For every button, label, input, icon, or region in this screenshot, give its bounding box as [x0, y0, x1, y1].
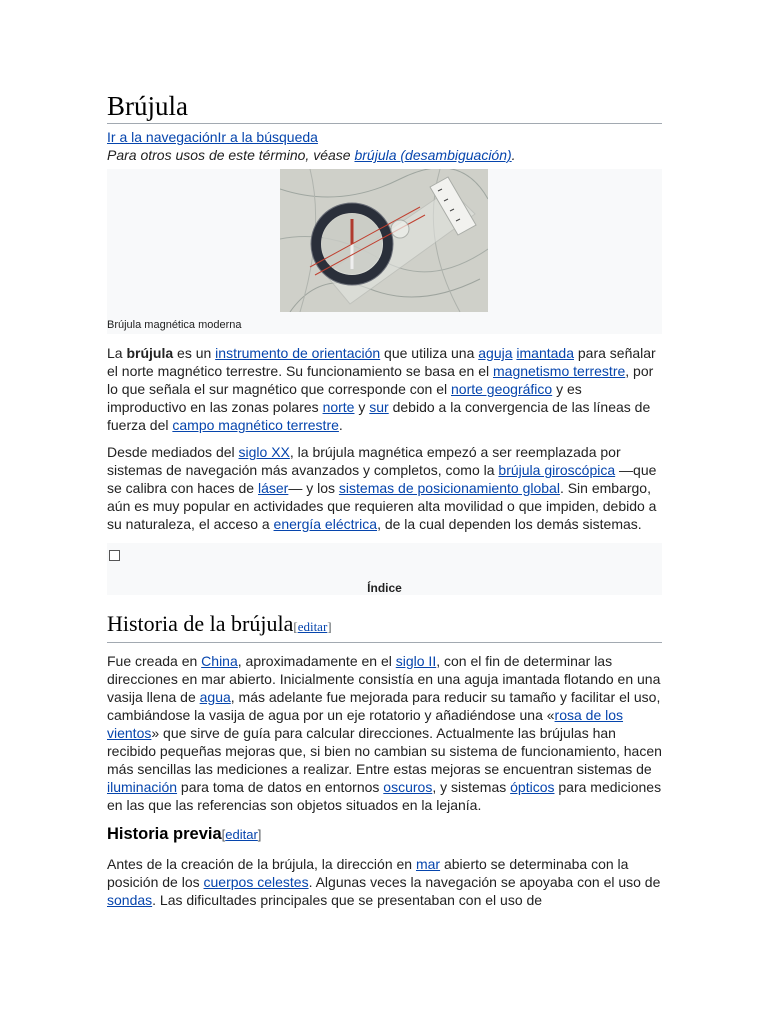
text: , más adelante fue mejorada para reducir su tamaño y facilitar el uso, cambiándose la vasija de agua por un eje rotatorio y añadiéndose una «	[107, 689, 661, 723]
intro-paragraph-1	[107, 344, 662, 434]
link-opticos[interactable]: ópticos	[510, 779, 555, 795]
text: , por lo que señala el sur magnético que corresponde con el	[107, 363, 654, 397]
link-norte[interactable]: norte	[322, 399, 355, 415]
link-aguja[interactable]: aguja	[478, 345, 513, 361]
text: Antes de la creación de la brújula, la dirección en	[107, 856, 416, 872]
text: . Sin embargo, aún es muy popular en actividades que requieren alta movilidad o que impiden, debido a su naturaleza, el acceso a	[107, 480, 657, 532]
toc-toggle-checkbox[interactable]	[109, 550, 120, 561]
text: y es improductivo en las zonas polares	[107, 381, 582, 415]
jump-links[interactable]	[107, 128, 662, 146]
text: — y los	[288, 480, 339, 496]
link-siglo-xx[interactable]: siglo XX	[238, 444, 290, 460]
section-heading-text: Historia de la brújula	[107, 611, 294, 636]
text: debido a la convergencia de las líneas de fuerza del	[107, 399, 651, 433]
link-campo-magnetico-terrestre[interactable]: campo magnético terrestre	[172, 417, 339, 433]
compass-illustration	[280, 169, 488, 312]
link-cuerpos-celestes[interactable]: cuerpos celestes	[203, 874, 309, 890]
historia-previa-paragraph	[107, 855, 662, 909]
article-content	[107, 90, 662, 909]
compass-photo[interactable]	[280, 169, 488, 312]
subsection-heading-historia-previa	[107, 823, 662, 846]
text: » que sirve de guía para calcular direcciones. Actualmente las brújulas han recibido pequeñas mejoras que, si bien no cambian su sistema de funcionamiento, hacen más sencillas las mediciones a realizar. Entre estas mejoras se encuentran sistemas de	[107, 725, 662, 777]
link-imantada[interactable]: imantada	[516, 345, 574, 361]
link-sondas[interactable]: sondas	[107, 892, 153, 908]
link-mar[interactable]: mar	[415, 856, 441, 872]
subsection-edit-link	[222, 827, 262, 842]
edit-bracket-close: ]	[257, 827, 262, 842]
link-siglo-ii[interactable]: siglo II	[395, 653, 437, 669]
text: es un	[173, 345, 216, 361]
text: . Las dificultades principales que se presentaban con el uso de	[152, 892, 543, 908]
intro-paragraph-2	[107, 443, 662, 533]
bold-term: brújula	[126, 345, 174, 361]
toc-title: Índice	[367, 581, 402, 595]
text: , y sistemas	[432, 779, 511, 795]
text: La	[107, 345, 127, 361]
image-panel	[107, 169, 662, 334]
link-laser[interactable]: láser	[257, 480, 289, 496]
text: , con el fin de determinar las direcciones en mar abierto. Inicialmente consistía en una aguja imantada flotando en una vasija llena de	[107, 653, 661, 705]
link-iluminacion[interactable]: iluminación	[107, 779, 178, 795]
text: .	[338, 417, 343, 433]
edit-link[interactable]: editar	[297, 619, 328, 634]
link-sistemas-de-posicionamiento-global[interactable]: sistemas de posicionamiento global	[338, 480, 560, 496]
section-edit-link	[293, 619, 331, 634]
edit-bracket-open: [	[221, 827, 226, 842]
text: —que se calibra con haces de	[107, 462, 657, 496]
text: y	[354, 399, 370, 415]
hatnote	[107, 146, 662, 164]
edit-bracket-open: [	[293, 619, 298, 634]
image-caption: Brújula magnética moderna	[107, 319, 242, 331]
link-norte-geografico[interactable]: norte geográfico	[451, 381, 553, 397]
link-oscuros[interactable]: oscuros	[383, 779, 433, 795]
text: Desde mediados del	[107, 444, 239, 460]
text: que utiliza una	[380, 345, 479, 361]
edit-bracket-close: ]	[327, 619, 332, 634]
text: , aproximadamente en el	[237, 653, 396, 669]
subsection-heading-text: Historia previa	[107, 825, 222, 843]
link-instrumento-de-orientacion[interactable]: instrumento de orientación	[215, 345, 381, 361]
text: para toma de datos en entornos	[177, 779, 384, 795]
text: para mediciones en las que las referencias son objetos situados en la lejanía.	[107, 779, 662, 813]
text: abierto se determinaba con la posición de los	[107, 856, 629, 890]
link-sur[interactable]: sur	[369, 399, 389, 415]
text: Fue creada en	[107, 653, 202, 669]
historia-paragraph	[107, 652, 662, 814]
hatnote-prefix: Para otros usos de este término, véase	[107, 147, 355, 163]
link-agua[interactable]: agua	[199, 689, 231, 705]
link-magnetismo-terrestre[interactable]: magnetismo terrestre	[493, 363, 626, 379]
jump-links-text[interactable]: Ir a la navegaciónIr a la búsqueda	[107, 129, 318, 145]
text: para señalar el norte magnético terrestre. Su funcionamiento se basa en el	[107, 345, 656, 379]
hatnote-suffix: .	[511, 147, 516, 163]
link-energia-electrica[interactable]: energía eléctrica	[273, 516, 378, 532]
link-rosa-de-los-vientos[interactable]: rosa de los vientos	[107, 707, 624, 741]
link-brujula-giroscopica[interactable]: brújula giroscópica	[498, 462, 616, 478]
text: , la brújula magnética empezó a ser reemplazada por sistemas de navegación más avanzados y completos, como la	[107, 444, 621, 478]
text: . Algunas veces la navegación se apoyaba con el uso de	[308, 874, 661, 890]
edit-link[interactable]: editar	[225, 827, 258, 842]
text: , de la cual dependen los demás sistemas.	[377, 516, 642, 532]
link-china[interactable]: China	[201, 653, 238, 669]
hatnote-link[interactable]: brújula (desambiguación)	[354, 147, 512, 163]
page-title: Brújula	[107, 90, 662, 124]
table-of-contents	[107, 543, 662, 595]
section-heading-historia	[107, 610, 662, 643]
